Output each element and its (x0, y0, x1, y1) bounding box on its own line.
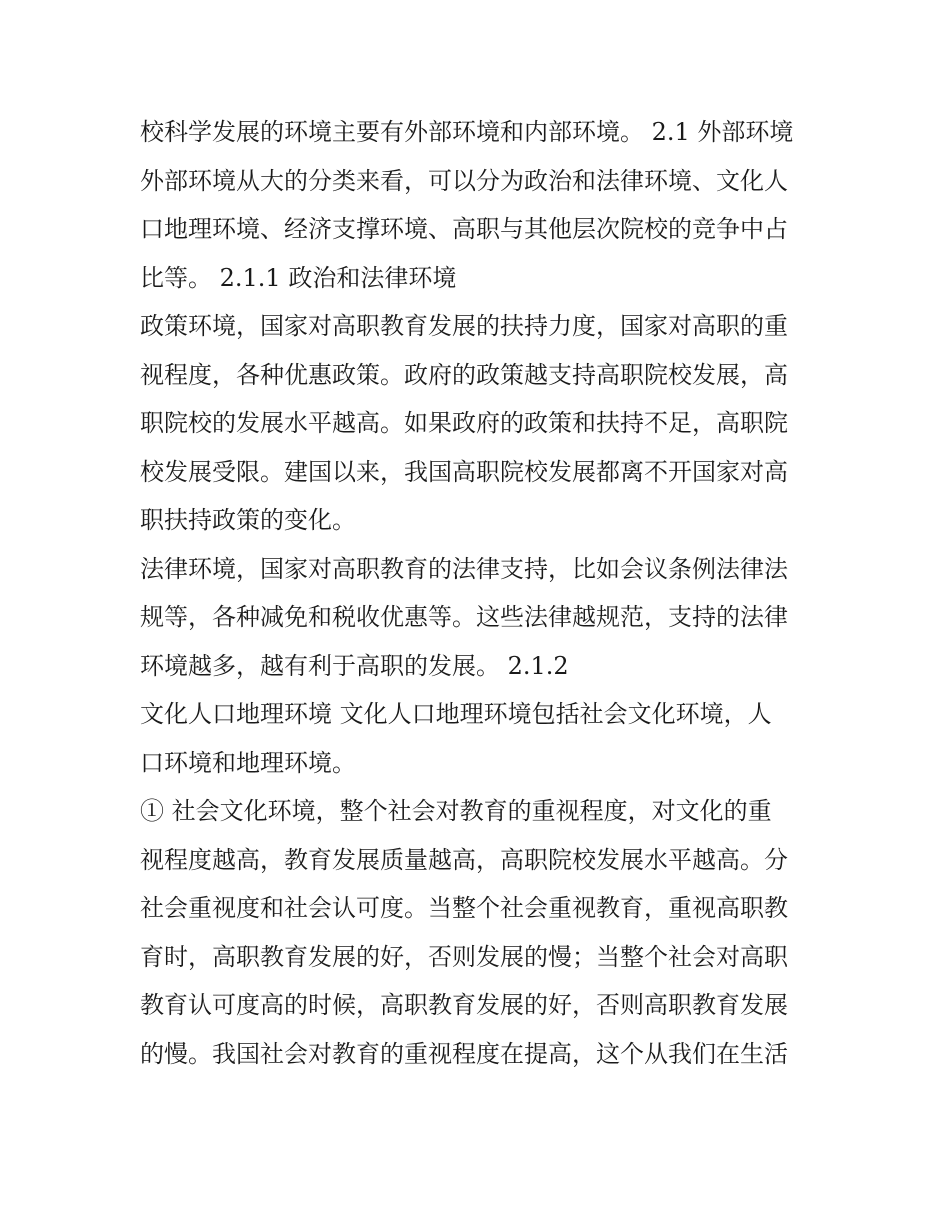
text-line: 社会重视度和社会认可度。当整个社会重视教育，重视高职教 (140, 894, 788, 922)
text-line: 口地理环境、经济支撑环境、高职与其他层次院校的竞争中占 (140, 215, 788, 243)
text-line: 教育认可度高的时候，高职教育发展的好，否则高职教育发展 (140, 991, 788, 1019)
text-line: 外部环境从大的分类来看，可以分为政治和法律环境、文化人 (140, 166, 788, 195)
text-line: 职院校的发展水平越高。如果政府的政策和扶持不足，高职院 (140, 409, 788, 437)
text-line: 口环境和地理环境。 (140, 748, 356, 777)
text-line: 视程度，各种优惠政策。政府的政策越支持高职院校发展，高 (140, 360, 788, 389)
text-line: 文化人口地理环境 文化人口地理环境包括社会文化环境，人 (140, 700, 772, 728)
text-line: 的慢。我国社会对教育的重视程度在提高，这个从我们在生活 (140, 1039, 788, 1068)
text-line: 校发展受限。建国以来，我国高职院校发展都离不开国家对高 (140, 457, 788, 486)
text-line: 规等，各种减免和税收优惠等。这些法律越规范，支持的法律 (140, 603, 788, 631)
text-line: 职扶持政策的变化。 (140, 506, 356, 534)
text-line: 校科学发展的环境主要有外部环境和内部环境。 2.1 外部环境 (140, 118, 794, 146)
text-line: 环境越多，越有利于高职的发展。 2.1.2 (140, 651, 569, 680)
body-text (140, 108, 820, 1078)
text-line: 政策环境，国家对高职教育发展的扶持力度，国家对高职的重 (140, 312, 788, 340)
text-line: 育时，高职教育发展的好，否则发展的慢；当整个社会对高职 (140, 942, 788, 971)
text-line: ① 社会文化环境，整个社会对教育的重视程度，对文化的重 (140, 797, 772, 825)
text-line: 视程度越高，教育发展质量越高，高职院校发展水平越高。分 (140, 845, 788, 874)
text-line: 比等。 2.1.1 政治和法律环境 (140, 263, 457, 292)
text-line: 法律环境，国家对高职教育的法律支持，比如会议条例法律法 (140, 554, 788, 583)
